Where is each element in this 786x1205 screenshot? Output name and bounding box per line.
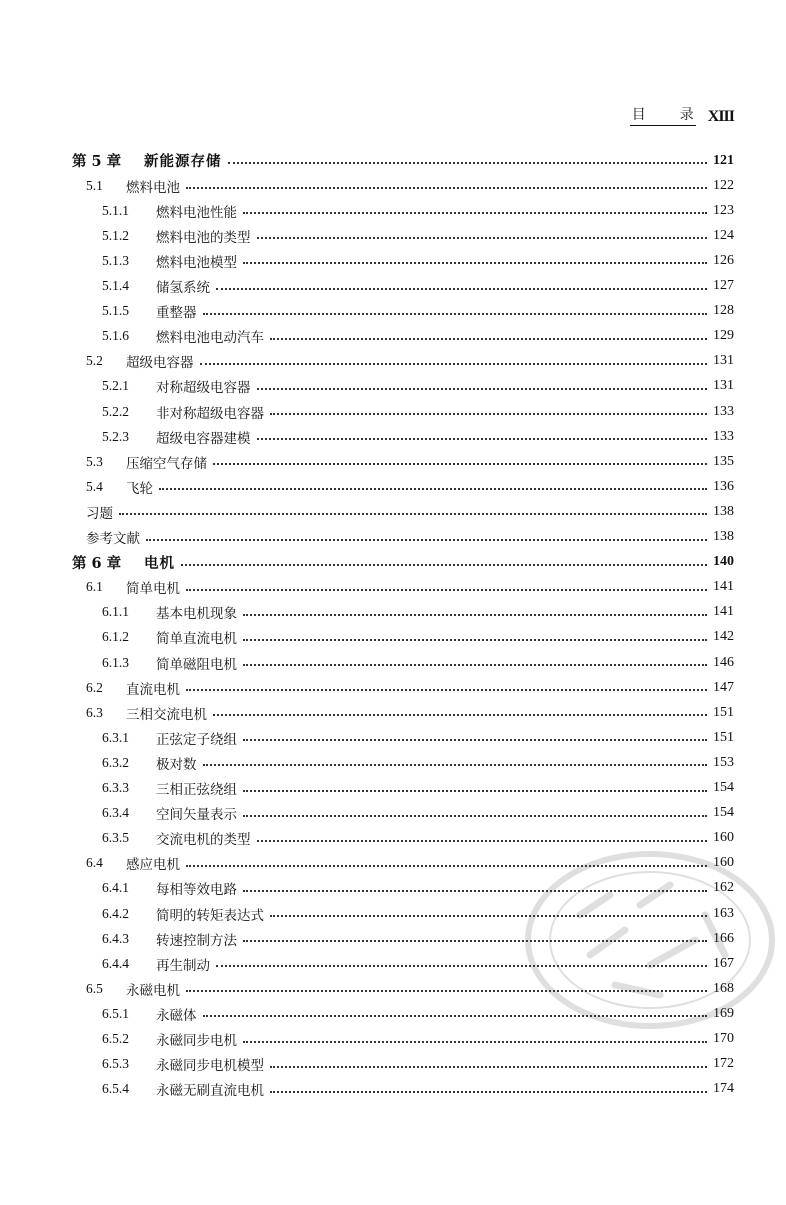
toc-entry[interactable] [0, 801, 734, 826]
toc-dot-leader [200, 362, 708, 365]
toc-entry-title: 基本电机现象 [156, 606, 237, 623]
toc-entry-page: 174 [713, 1081, 734, 1097]
toc-entry-title: 非对称超级电容器 [156, 405, 264, 422]
toc-dot-leader [270, 914, 707, 917]
toc-dot-leader [243, 211, 707, 214]
toc-entry[interactable] [0, 1077, 734, 1102]
toc-dot-leader [243, 789, 707, 792]
toc-entry-title: 永磁同步电机模型 [156, 1058, 264, 1075]
toc-entry-number: 6.5.4 [102, 1081, 129, 1097]
toc-entry[interactable] [0, 1052, 734, 1077]
toc-entry-title: 三相正弦绕组 [156, 782, 237, 798]
toc-dot-leader [228, 161, 708, 164]
toc-dot-leader [243, 613, 707, 616]
toc-entry-number: 6.3.1 [102, 729, 129, 745]
toc-entry-number: 5.1 [86, 177, 103, 193]
toc-dot-leader [243, 889, 707, 892]
toc-entry-page: 141 [713, 579, 734, 595]
toc-entry-page: 166 [713, 930, 734, 946]
toc-entry[interactable] [0, 474, 734, 499]
toc-dot-leader [243, 261, 707, 264]
toc-entry-page: 172 [713, 1056, 734, 1072]
toc-entry-page: 140 [713, 554, 734, 570]
toc-entry[interactable] [0, 399, 734, 424]
section-label [630, 104, 696, 126]
toc-entry-number: 第 5 章 [72, 153, 122, 170]
toc-entry[interactable] [0, 1027, 734, 1052]
section-label-char-1: 目 [631, 107, 646, 123]
toc-entry-title: 正弦定子绕组 [156, 731, 237, 748]
toc-dot-leader [216, 964, 707, 967]
toc-entry-number: 5.1.3 [102, 252, 129, 268]
toc-entry-page: 121 [713, 152, 734, 168]
toc-entry-page: 136 [713, 478, 734, 494]
toc-entry-page: 123 [713, 202, 734, 218]
toc-entry[interactable] [0, 198, 734, 223]
toc-entry-title: 重整器 [156, 305, 197, 322]
toc-dot-leader [186, 864, 707, 867]
toc-entry-number: 6.2 [86, 679, 103, 695]
toc-entry-number: 5.3 [86, 453, 103, 469]
toc-dot-leader [186, 989, 707, 992]
toc-entry-page: 131 [713, 378, 734, 394]
toc-entry-number: 6.1 [86, 579, 103, 595]
toc-entry-number: 5.1.4 [102, 278, 129, 293]
toc-entry[interactable] [0, 650, 734, 675]
toc-entry-page: 126 [713, 252, 734, 268]
toc-dot-leader [270, 1090, 707, 1093]
toc-entry[interactable] [0, 700, 734, 725]
toc-entry-page: 133 [713, 428, 734, 444]
toc-entry-number: 6.5.1 [102, 1005, 129, 1021]
toc-entry-title: 永磁同步电机 [156, 1033, 237, 1049]
toc-entry-number: 6.1.3 [102, 654, 129, 670]
toc-entry-title: 永磁无刷直流电机 [156, 1083, 264, 1100]
toc-entry-number: 6.3.5 [102, 830, 129, 846]
toc-entry-title: 储氢系统 [156, 280, 210, 296]
toc-entry-title: 参考文献 [86, 531, 140, 547]
toc-entry[interactable] [0, 274, 734, 299]
toc-dot-leader [146, 538, 707, 541]
toc-entry[interactable] [0, 776, 734, 801]
toc-entry[interactable] [0, 901, 734, 926]
toc-entry[interactable] [0, 826, 734, 851]
toc-entry-number: 6.3 [86, 704, 103, 720]
toc-entry-page: 142 [713, 629, 734, 645]
toc-entry-title: 飞轮 [126, 480, 153, 497]
toc-entry-title: 燃料电池性能 [156, 204, 237, 221]
toc-entry-number: 5.2.2 [102, 403, 129, 419]
toc-entry-page: 146 [713, 654, 734, 670]
toc-entry-number: 5.1.6 [102, 328, 129, 344]
toc-dot-leader [243, 663, 707, 666]
toc-dot-leader [213, 713, 707, 716]
toc-entry-page: 151 [713, 729, 734, 745]
toc-entry-number: 6.1.2 [102, 629, 129, 645]
toc-entry-page: 170 [713, 1031, 734, 1046]
toc-dot-leader [203, 763, 708, 766]
toc-entry-page: 167 [713, 955, 734, 971]
toc-entry-page: 151 [713, 704, 734, 720]
toc-entry[interactable] [0, 876, 734, 901]
toc-entry-page: 154 [713, 780, 734, 795]
toc-entry-title: 感应电机 [126, 857, 180, 874]
toc-entry[interactable] [0, 248, 734, 273]
toc-entry[interactable] [0, 750, 734, 775]
toc-entry-page: 141 [713, 604, 734, 620]
toc-entry-title: 转速控制方法 [156, 932, 237, 949]
toc-entry-title: 新能源存储 [144, 153, 222, 170]
toc-entry[interactable] [0, 600, 734, 625]
toc-entry-number: 第 6 章 [72, 554, 122, 572]
toc-entry[interactable] [0, 299, 734, 324]
toc-dot-leader [243, 814, 707, 817]
toc-entry[interactable] [0, 173, 734, 198]
toc-entry[interactable] [0, 1001, 734, 1026]
toc-dot-leader [119, 512, 707, 515]
toc-entry-title: 交流电机的类型 [156, 832, 251, 849]
toc-entry-number: 6.3.4 [102, 805, 129, 821]
toc-entry-number: 5.1.2 [102, 227, 129, 243]
toc-entry-number: 6.3.2 [102, 754, 129, 770]
toc-dot-leader [257, 236, 708, 239]
toc-dot-leader [243, 738, 707, 741]
toc-entry-title: 永磁体 [156, 1007, 197, 1024]
toc-entry[interactable] [0, 675, 734, 700]
toc-entry-page: 168 [713, 980, 734, 996]
toc-entry-page: 162 [713, 880, 734, 896]
section-label-char-2: 录 [679, 107, 694, 123]
toc-entry-title: 空间矢量表示 [156, 807, 237, 824]
toc-entry[interactable] [0, 449, 734, 474]
toc-entry-number: 6.3.3 [102, 780, 129, 795]
toc-dot-leader [159, 487, 707, 490]
toc-dot-leader [243, 939, 707, 942]
toc-entry[interactable] [0, 349, 734, 374]
toc-entry-page: 154 [713, 805, 734, 821]
toc-entry[interactable] [0, 550, 734, 575]
toc-entry-number: 6.5.2 [102, 1031, 129, 1046]
toc-entry-title: 燃料电池模型 [156, 254, 237, 271]
toc-entry-number: 5.2.3 [102, 428, 129, 444]
toc-entry-number: 6.5 [86, 980, 103, 996]
toc-entry-title: 习题 [86, 505, 113, 522]
toc-entry-page: 160 [713, 855, 734, 871]
toc-dot-leader [270, 412, 707, 415]
toc-entry[interactable] [0, 525, 734, 550]
toc-dot-leader [257, 387, 708, 390]
toc-entry[interactable] [0, 148, 734, 173]
toc-entry-title: 压缩空气存储 [126, 455, 207, 472]
toc-entry[interactable] [0, 976, 734, 1001]
toc-entry-number: 6.5.3 [102, 1056, 129, 1072]
toc-entry[interactable] [0, 424, 734, 449]
toc-dot-leader [216, 287, 707, 290]
toc-entry-title: 简单电机 [126, 581, 180, 598]
running-header [630, 104, 734, 126]
toc-dot-leader [243, 638, 707, 641]
toc-entry-page: 124 [713, 227, 734, 243]
toc-entry-title: 对称超级电容器 [156, 380, 251, 397]
toc-entry-title: 极对数 [156, 756, 197, 773]
toc-entry[interactable] [0, 851, 734, 876]
toc-entry-number: 5.2 [86, 353, 103, 369]
toc-entry[interactable] [0, 374, 734, 399]
toc-dot-leader [181, 563, 707, 566]
toc-entry-title: 三相交流电机 [126, 706, 207, 723]
toc-dot-leader [203, 1014, 708, 1017]
toc-entry-page: 138 [713, 503, 734, 519]
toc-entry-page: 153 [713, 754, 734, 770]
toc-entry-title: 燃料电池 [126, 179, 180, 196]
toc-entry-page: 133 [713, 403, 734, 419]
toc-entry-page: 138 [713, 529, 734, 544]
toc-entry-title: 燃料电池电动汽车 [156, 330, 264, 347]
toc-entry-title: 简单直流电机 [156, 631, 237, 648]
toc-entry[interactable] [0, 625, 734, 650]
toc-entry-number: 6.4.3 [102, 930, 129, 946]
toc-entry-title: 直流电机 [126, 681, 180, 698]
toc-entry-page: 160 [713, 830, 734, 846]
toc-entry[interactable] [0, 499, 734, 524]
toc-entry[interactable] [0, 324, 734, 349]
toc-entry-number: 5.1.5 [102, 303, 129, 319]
toc-entry-number: 5.1.1 [102, 202, 129, 218]
toc-entry-title: 燃料电池的类型 [156, 229, 251, 246]
page-number: XIII [707, 108, 734, 125]
toc-dot-leader [213, 462, 707, 465]
toc-entry-number: 6.4.2 [102, 905, 129, 921]
toc-entry-number: 5.4 [86, 478, 103, 494]
toc-entry-title: 再生制动 [156, 957, 210, 974]
toc-entry-number: 5.2.1 [102, 378, 129, 394]
toc-entry[interactable] [0, 951, 734, 976]
toc-dot-leader [257, 437, 708, 440]
toc-entry-title: 超级电容器建模 [156, 430, 251, 447]
toc-entry-number: 6.4.4 [102, 955, 129, 971]
toc-entry-page: 129 [713, 328, 734, 344]
toc-entry-page: 147 [713, 679, 734, 695]
toc-dot-leader [257, 839, 708, 842]
toc-entry-title: 每相等效电路 [156, 882, 237, 899]
toc-entry[interactable] [0, 725, 734, 750]
toc-entry-page: 135 [713, 453, 734, 469]
toc-entry[interactable] [0, 223, 734, 248]
toc-entry-title: 简单磁阻电机 [156, 656, 237, 673]
toc-entry-page: 128 [713, 303, 734, 319]
toc-entry-page: 163 [713, 905, 734, 921]
toc-entry-title: 超级电容器 [126, 355, 194, 372]
toc-entry[interactable] [0, 575, 734, 600]
toc-entry-number: 6.1.1 [102, 604, 129, 620]
toc-entry-page: 131 [713, 353, 734, 369]
toc-dot-leader [270, 1065, 707, 1068]
toc-entry-title: 电机 [144, 554, 175, 572]
toc-dot-leader [186, 688, 707, 691]
toc-dot-leader [270, 337, 707, 340]
toc-entry-title: 永磁电机 [126, 982, 180, 999]
toc-dot-leader [186, 186, 707, 189]
toc-dot-leader [203, 312, 708, 315]
toc-entry-title: 简明的转矩表达式 [156, 907, 264, 924]
toc-dot-leader [243, 1040, 707, 1043]
toc-entry-number: 6.4.1 [102, 880, 129, 896]
toc-dot-leader [186, 588, 707, 591]
toc-entry-page: 122 [713, 177, 734, 193]
toc-entry-number: 6.4 [86, 855, 103, 871]
toc-entry-page: 169 [713, 1005, 734, 1021]
toc-entry-page: 127 [713, 278, 734, 293]
toc-entry[interactable] [0, 926, 734, 951]
